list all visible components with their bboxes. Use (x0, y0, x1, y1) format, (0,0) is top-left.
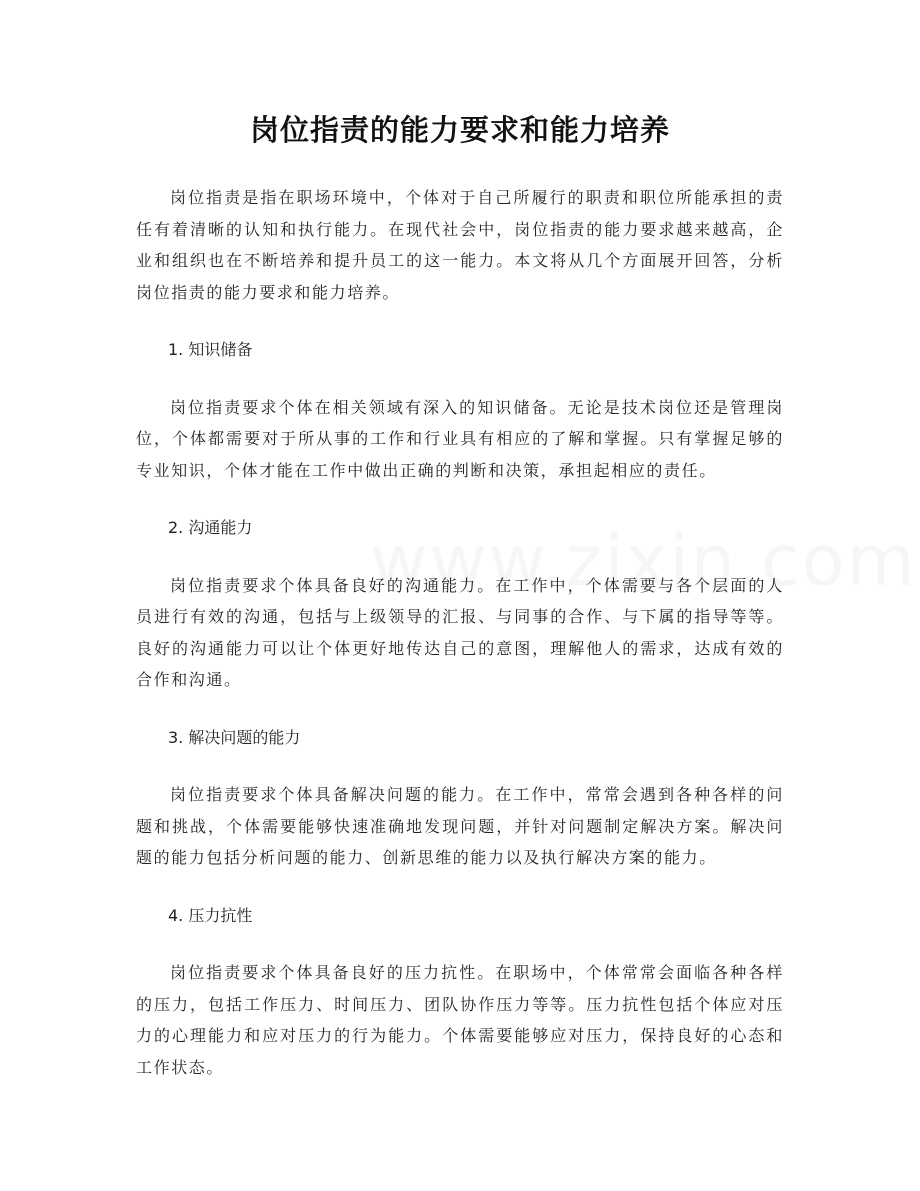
section-heading-stress-resistance: 4. 压力抗性 (168, 905, 253, 925)
section-body-stress-resistance: 岗位指责要求个体具备良好的压力抗性。在职场中，个体常常会面临各种各样的压力，包括工作压力、时间压力、团队协作压力等等。压力抗性包括个体应对压力的心理能力和应对压力的行为能力。个体需要能够应对压力，保持良好的心态和工作状态。 (136, 963, 784, 1077)
section-heading-knowledge: 1. 知识储备 (168, 340, 253, 359)
section-body-problem-solving: 岗位指责要求个体具备解决问题的能力。在工作中，常常会遇到各种各样的问题和挑战，个体需要能够快速准确地发现问题，并针对问题制定解决方案。解决问题的能力包括分析问题的能力、创新思维的能力以及执行解决方案的能力。 (136, 785, 784, 867)
document-body (136, 182, 784, 1109)
section-heading-problem-solving: 3. 解决问题的能力 (168, 727, 301, 747)
document-title: 岗位指责的能力要求和能力培养 (249, 113, 670, 147)
section-heading-communication: 2. 沟通能力 (168, 518, 253, 537)
section-body-communication: 岗位指责要求个体具备良好的沟通能力。在工作中，个体需要与各个层面的人员进行有效的沟通，包括与上级领导的汇报、与同事的合作、与下属的指导等等。良好的沟通能力可以让个体更好地传达自己的意图，理解他人的需求，达成有效的合作和沟通。 (136, 575, 784, 689)
intro-paragraph: 岗位指责是指在职场环境中，个体对于自己所履行的职责和职位所能承担的责任有着清晰的认知和执行能力。在现代社会中，岗位指责的能力要求越来越高，企业和组织也在不断培养和提升员工的这一能力。本文将从几个方面展开回答，分析岗位指责的能力要求和能力培养。 (136, 188, 784, 302)
section-body-knowledge: 岗位指责要求个体在相关领域有深入的知识储备。无论是技术岗位还是管理岗位，个体都需要对于所从事的工作和行业具有相应的了解和掌握。只有掌握足够的专业知识，个体才能在工作中做出正确的判断和决策，承担起相应的责任。 (136, 397, 784, 480)
